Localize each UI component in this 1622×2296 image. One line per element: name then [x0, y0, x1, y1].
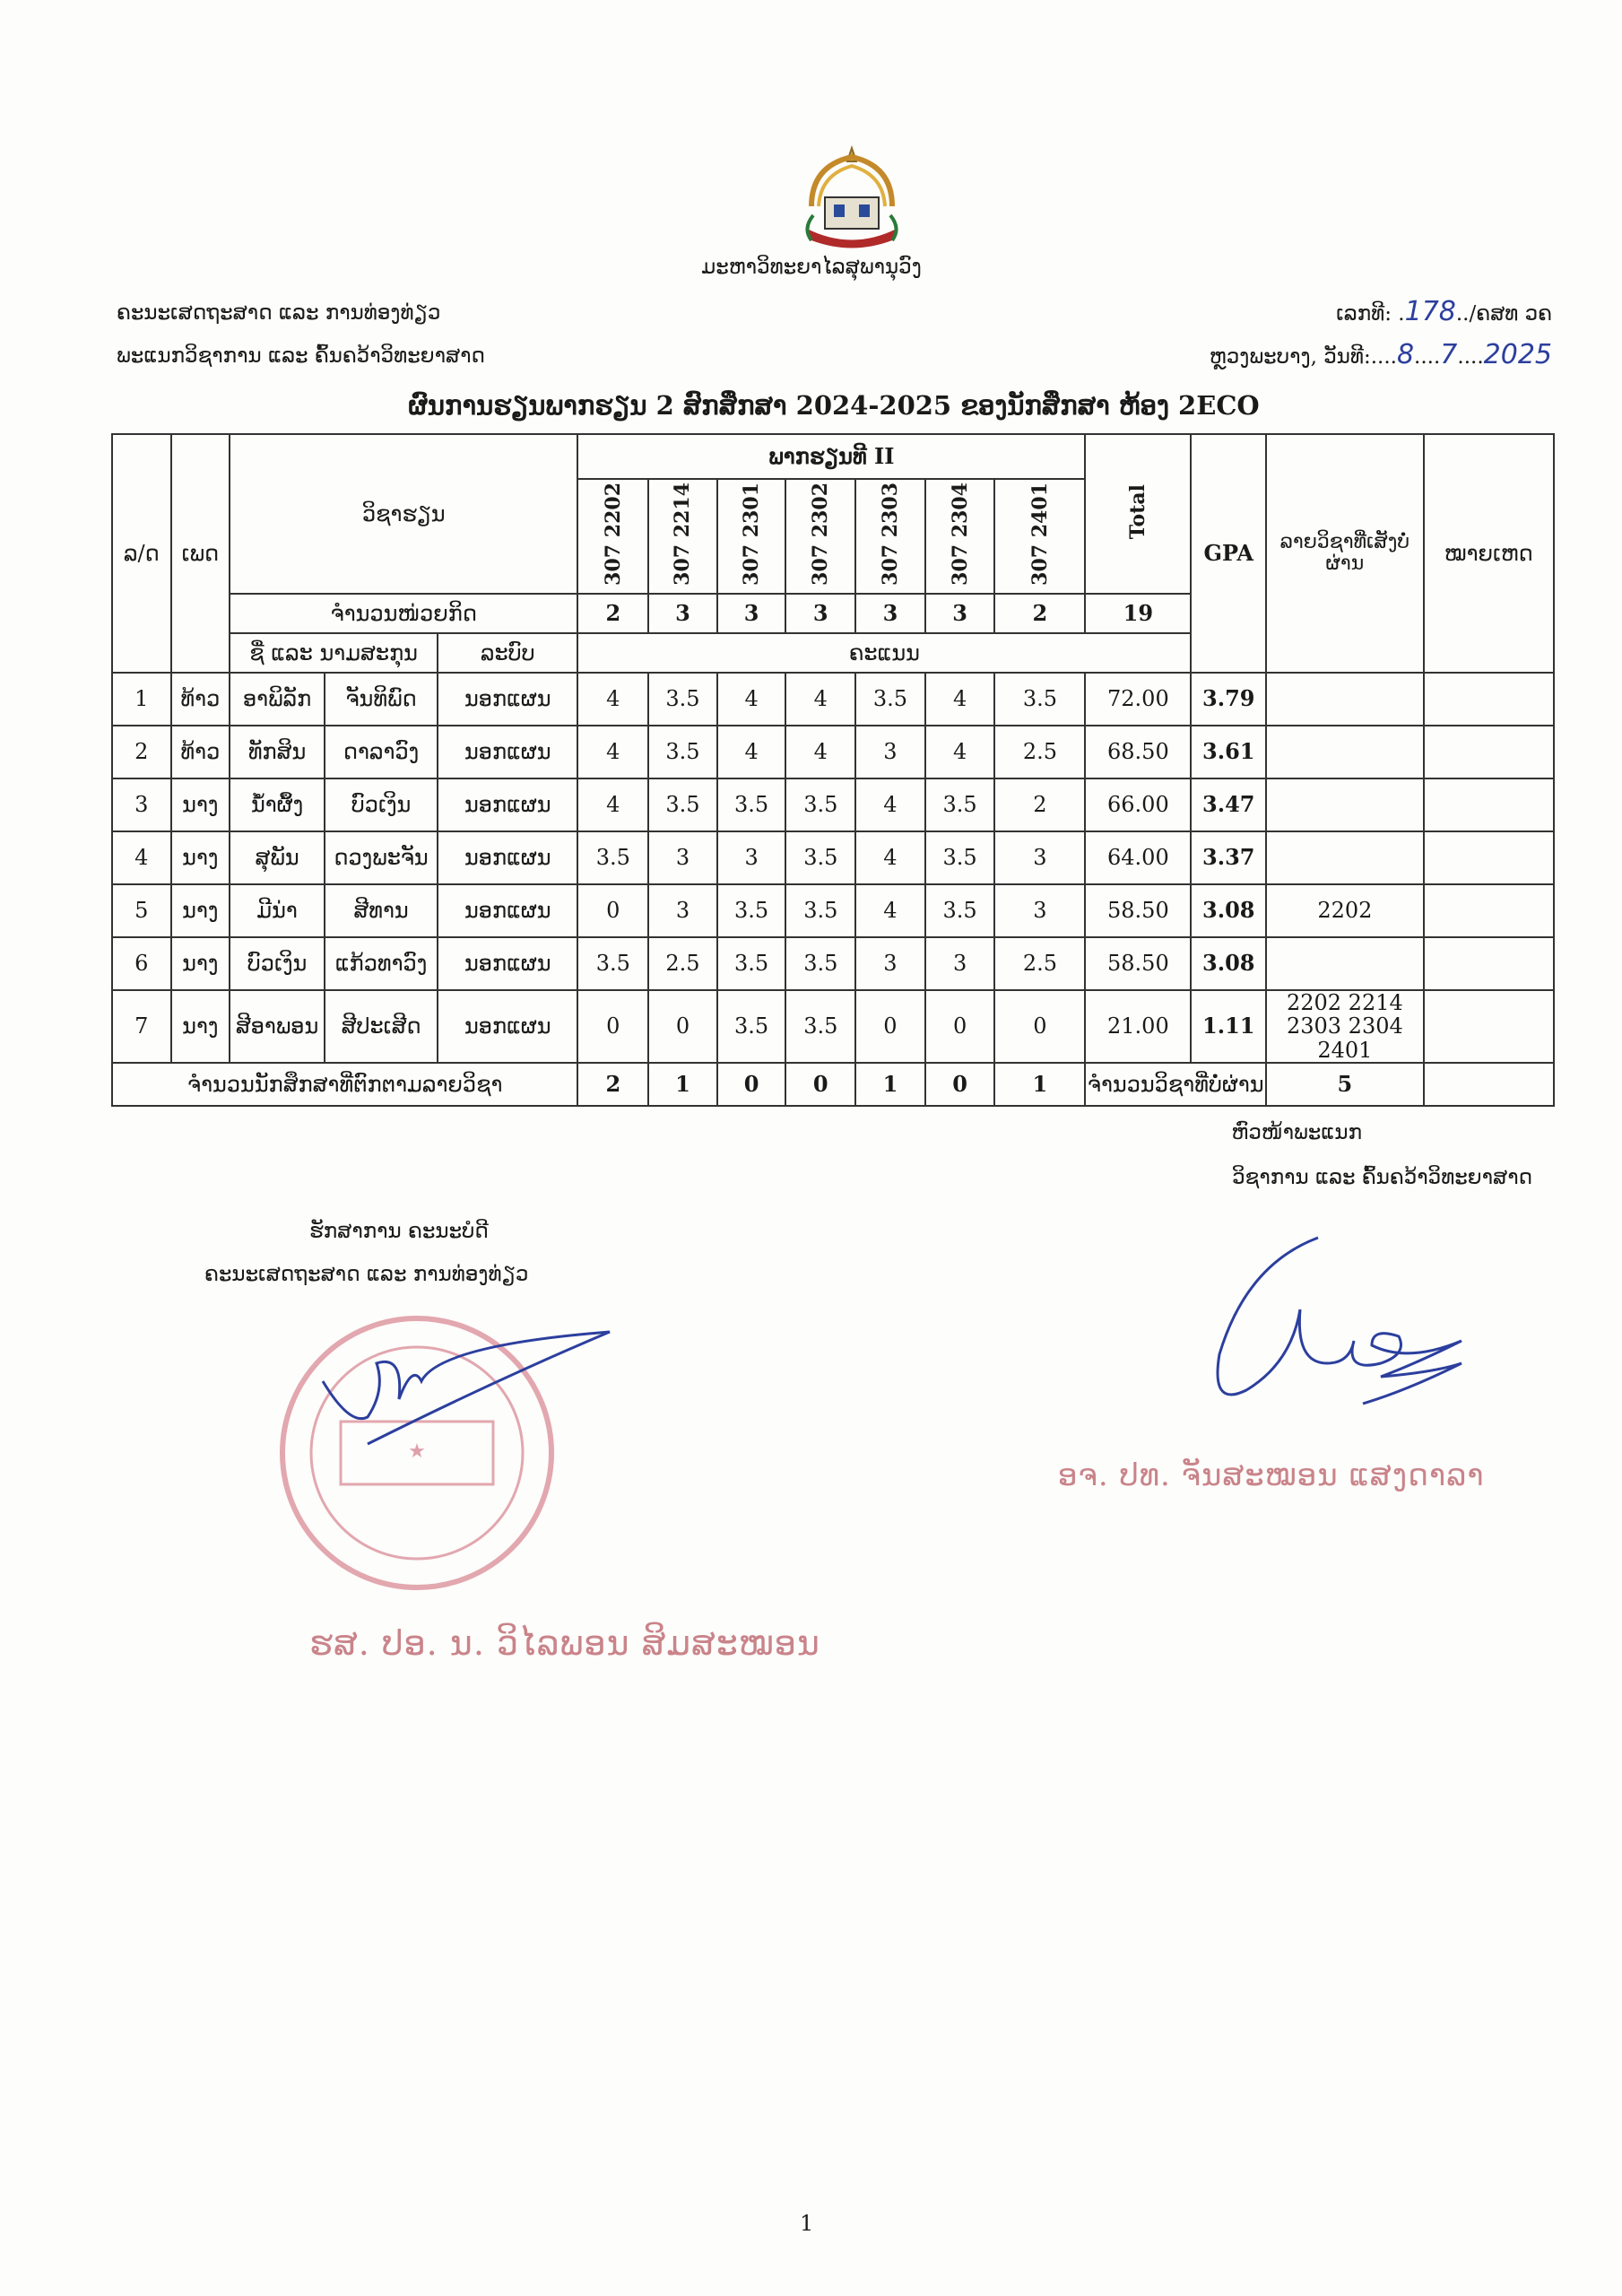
left-signer-faculty: ຄະນະເສດຖະສາດ ແລະ ການທ່ອງທ່ຽວ [204, 1263, 529, 1286]
row-system: ນອກແຜນ [438, 726, 577, 778]
row-note [1424, 831, 1554, 884]
right-signer-title: ຫົວໜ້າພະແນກ [1231, 1121, 1362, 1144]
score-cell: 3.5 [717, 990, 786, 1063]
score-cell: 4 [925, 726, 995, 778]
score-cell: 3 [717, 831, 786, 884]
course-code-header: 307 2302 [785, 479, 855, 594]
row-gpa: 1.11 [1191, 990, 1266, 1063]
left-signer-name: ຮສ. ປອ. ນ. ວິໄລພອນ ສິມສະໝອນ [309, 1623, 820, 1663]
row-gender: ທ້າວ [171, 726, 230, 778]
table-row [112, 831, 1554, 884]
score-cell: 0 [577, 884, 648, 937]
score-cell: 3.5 [648, 778, 717, 831]
row-failed-subjects [1266, 937, 1424, 990]
row-last-name: ສີປະເສີດ [325, 990, 438, 1063]
credit-cell: 3 [925, 594, 995, 633]
score-cell: 2.5 [648, 937, 717, 990]
row-failed-subjects [1266, 831, 1424, 884]
score-cell: 3.5 [785, 937, 855, 990]
col-system-header: ລະບົບ [438, 633, 577, 673]
row-no: 2 [112, 726, 171, 778]
date-sep: .... [1457, 345, 1484, 369]
row-no: 4 [112, 831, 171, 884]
row-gpa: 3.61 [1191, 726, 1266, 778]
course-code-header: 307 2401 [994, 479, 1085, 594]
svg-text:★: ★ [408, 1440, 426, 1463]
summary-row [112, 1063, 1554, 1106]
fail-count-cell: 2 [577, 1063, 648, 1106]
score-cell: 3.5 [648, 726, 717, 778]
department-name: ພະແນກວິຊາການ ແລະ ຄົ້ນຄວ້າວິທະຍາສາດ [117, 344, 485, 368]
score-cell: 3.5 [925, 831, 995, 884]
score-cell: 4 [855, 884, 925, 937]
date-year: 2025 [1483, 339, 1552, 370]
date-day: 8 [1396, 339, 1415, 370]
score-cell: 3.5 [648, 673, 717, 726]
fail-count-cell: 1 [648, 1063, 717, 1106]
results-table [111, 433, 1555, 1107]
row-note [1424, 778, 1554, 831]
row-note [1424, 726, 1554, 778]
row-first-name: ມີນ່າ [230, 884, 325, 937]
score-cell: 3 [648, 831, 717, 884]
header-row-semester [112, 434, 1554, 479]
score-cell: 3.5 [855, 673, 925, 726]
document-number [1336, 296, 1552, 327]
row-system: ນອກແຜນ [438, 884, 577, 937]
date-month: 7 [1440, 339, 1458, 370]
score-cell: 4 [925, 673, 995, 726]
score-cell: 0 [648, 990, 717, 1063]
row-gender: ນາງ [171, 937, 230, 990]
row-note [1424, 884, 1554, 937]
left-signer-title: ຮັກສາການ ຄະນະບໍດີ [309, 1220, 489, 1243]
row-failed-subjects [1266, 726, 1424, 778]
summary-note [1424, 1063, 1554, 1106]
row-total: 72.00 [1085, 673, 1191, 726]
score-cell: 4 [717, 726, 786, 778]
credit-cell: 2 [577, 594, 648, 633]
table-row [112, 990, 1554, 1063]
date-label: ຫຼວງພະບາງ, ວັນທີ:.... [1209, 345, 1397, 369]
score-cell: 3.5 [717, 778, 786, 831]
score-cell: 0 [994, 990, 1085, 1063]
col-failed-header: ລາຍວິຊາທີ່ເສັງບໍ່ຜ່ານ [1266, 434, 1424, 673]
table-row [112, 778, 1554, 831]
credit-cell: 3 [855, 594, 925, 633]
score-cell: 3.5 [577, 937, 648, 990]
university-logo [794, 144, 910, 251]
score-cell: 2 [994, 778, 1085, 831]
score-cell: 3.5 [577, 831, 648, 884]
row-system: ນອກແຜນ [438, 778, 577, 831]
score-cell: 0 [855, 990, 925, 1063]
credits-label: ຈຳນວນໜ່ວຍກິດ [230, 594, 577, 633]
row-failed-subjects: 2202 2214 2303 2304 2401 [1266, 990, 1424, 1063]
row-gpa: 3.37 [1191, 831, 1266, 884]
score-cell: 3 [855, 726, 925, 778]
row-gender: ນາງ [171, 990, 230, 1063]
score-cell: 4 [855, 778, 925, 831]
course-code-header: 307 2304 [925, 479, 995, 594]
col-gender-header: ເພດ [171, 434, 230, 673]
row-failed-subjects: 2202 [1266, 884, 1424, 937]
credit-cell: 3 [717, 594, 786, 633]
credit-cell: 3 [785, 594, 855, 633]
score-cell: 2.5 [994, 937, 1085, 990]
fail-count-cell: 0 [717, 1063, 786, 1106]
row-total: 64.00 [1085, 831, 1191, 884]
table-row [112, 937, 1554, 990]
row-no: 1 [112, 673, 171, 726]
row-note [1424, 990, 1554, 1063]
course-code-header: 307 2301 [717, 479, 786, 594]
score-cell: 3 [855, 937, 925, 990]
right-signature [1193, 1229, 1488, 1435]
right-signer-dept: ວິຊາການ ແລະ ຄົ້ນຄວ້າວິທະຍາສາດ [1232, 1166, 1532, 1189]
course-code-header: 307 2202 [577, 479, 648, 594]
col-gpa-header: GPA [1191, 434, 1266, 673]
page-number: 1 [800, 2211, 814, 2236]
course-code-header: 307 2214 [648, 479, 717, 594]
row-gpa: 3.08 [1191, 884, 1266, 937]
fail-count-cell: 1 [855, 1063, 925, 1106]
score-cell: 3.5 [785, 831, 855, 884]
row-system: ນອກແຜນ [438, 990, 577, 1063]
number-handwritten: 178 [1404, 296, 1456, 327]
row-no: 6 [112, 937, 171, 990]
row-total: 58.50 [1085, 884, 1191, 937]
row-no: 3 [112, 778, 171, 831]
row-last-name: ຈັນທິພົດ [325, 673, 438, 726]
score-cell: 0 [577, 990, 648, 1063]
credit-cell: 3 [648, 594, 717, 633]
fail-count-cell: 1 [994, 1063, 1085, 1106]
fail-count-label: ຈຳນວນນັກສຶກສາທີ່ຕົກຕາມລາຍວິຊາ [112, 1063, 577, 1106]
row-gpa: 3.47 [1191, 778, 1266, 831]
score-cell: 4 [577, 673, 648, 726]
row-first-name: ອາພິລັກ [230, 673, 325, 726]
score-cell: 2.5 [994, 726, 1085, 778]
score-cell: 3 [648, 884, 717, 937]
row-total: 68.50 [1085, 726, 1191, 778]
university-name: ມະຫາວິທະຍາໄລສຸພານຸວົງ [701, 256, 922, 279]
table-row [112, 726, 1554, 778]
credits-total: 19 [1085, 594, 1191, 633]
score-cell: 4 [577, 778, 648, 831]
left-signature [314, 1327, 628, 1471]
score-cell: 3.5 [994, 673, 1085, 726]
row-last-name: ບົວເງິນ [325, 778, 438, 831]
col-name-header: ຊື່ ແລະ ນາມສະກຸນ [230, 633, 438, 673]
score-cell: 3 [925, 937, 995, 990]
table-row [112, 884, 1554, 937]
score-cell: 3.5 [785, 778, 855, 831]
row-first-name: ສຸພັນ [230, 831, 325, 884]
course-code-header: 307 2303 [855, 479, 925, 594]
score-cell: 4 [577, 726, 648, 778]
score-cell: 3.5 [925, 778, 995, 831]
failed-subjects-count: 5 [1266, 1063, 1424, 1106]
row-total: 58.50 [1085, 937, 1191, 990]
score-cell: 3.5 [925, 884, 995, 937]
table-row [112, 673, 1554, 726]
row-failed-subjects [1266, 778, 1424, 831]
date-sep: .... [1414, 345, 1441, 369]
row-gpa: 3.79 [1191, 673, 1266, 726]
score-cell: 4 [855, 831, 925, 884]
failed-subjects-label: ຈຳນວນວິຊາທີ່ບໍ່ຜ່ານ [1085, 1063, 1266, 1106]
score-header: ຄະແນນ [577, 633, 1191, 673]
row-first-name: ນ້ຳຜຶ້ງ [230, 778, 325, 831]
row-last-name: ດວງພະຈັນ [325, 831, 438, 884]
fail-count-cell: 0 [785, 1063, 855, 1106]
score-cell: 3 [994, 884, 1085, 937]
row-first-name: ສີອາພອນ [230, 990, 325, 1063]
row-last-name: ແກ້ວທາວົງ [325, 937, 438, 990]
row-no: 5 [112, 884, 171, 937]
row-note [1424, 937, 1554, 990]
credit-cell: 2 [994, 594, 1085, 633]
row-no: 7 [112, 990, 171, 1063]
row-gender: ນາງ [171, 831, 230, 884]
row-total: 21.00 [1085, 990, 1191, 1063]
row-gender: ນາງ [171, 884, 230, 937]
row-gender: ນາງ [171, 778, 230, 831]
row-gpa: 3.08 [1191, 937, 1266, 990]
row-first-name: ທັກສິນ [230, 726, 325, 778]
score-cell: 3.5 [717, 937, 786, 990]
row-system: ນອກແຜນ [438, 937, 577, 990]
score-cell: 4 [785, 726, 855, 778]
right-signer-name: ອຈ. ປທ. ຈັນສະໝອນ ແສງດາລາ [1058, 1457, 1485, 1493]
col-no-header: ລ/ດ [112, 434, 171, 673]
score-cell: 4 [785, 673, 855, 726]
row-last-name: ສີທານ [325, 884, 438, 937]
row-system: ນອກແຜນ [438, 673, 577, 726]
row-gender: ທ້າວ [171, 673, 230, 726]
document-title: ຜົນການຮຽນພາກຮຽນ 2 ສົກສຶກສາ 2024-2025 ຂອງນັກສຶກສາ ຫ້ອງ 2ECO [408, 390, 1260, 421]
row-first-name: ບົວເງິນ [230, 937, 325, 990]
score-cell: 3.5 [785, 884, 855, 937]
row-system: ນອກແຜນ [438, 831, 577, 884]
row-note [1424, 673, 1554, 726]
score-cell: 4 [717, 673, 786, 726]
score-cell: 0 [925, 990, 995, 1063]
score-cell: 3 [994, 831, 1085, 884]
document-date [1210, 339, 1552, 370]
row-total: 66.00 [1085, 778, 1191, 831]
col-total-header: Total [1085, 434, 1191, 594]
fail-count-cell: 0 [925, 1063, 995, 1106]
col-note-header: ໝາຍເຫດ [1424, 434, 1554, 673]
number-label: ເລກທີ: . [1336, 302, 1405, 326]
faculty-name: ຄະນະເສດຖະສາດ ແລະ ການທ່ອງທ່ຽວ [117, 301, 441, 325]
score-cell: 3.5 [717, 884, 786, 937]
score-cell: 3.5 [785, 990, 855, 1063]
semester-header: ພາກຮຽນທີ II [577, 434, 1085, 479]
number-suffix: ../ຄສທ ວຄ [1455, 302, 1552, 326]
col-subject-header: ວິຊາຮຽນ [230, 434, 577, 594]
row-failed-subjects [1266, 673, 1424, 726]
row-last-name: ດາລາວົງ [325, 726, 438, 778]
